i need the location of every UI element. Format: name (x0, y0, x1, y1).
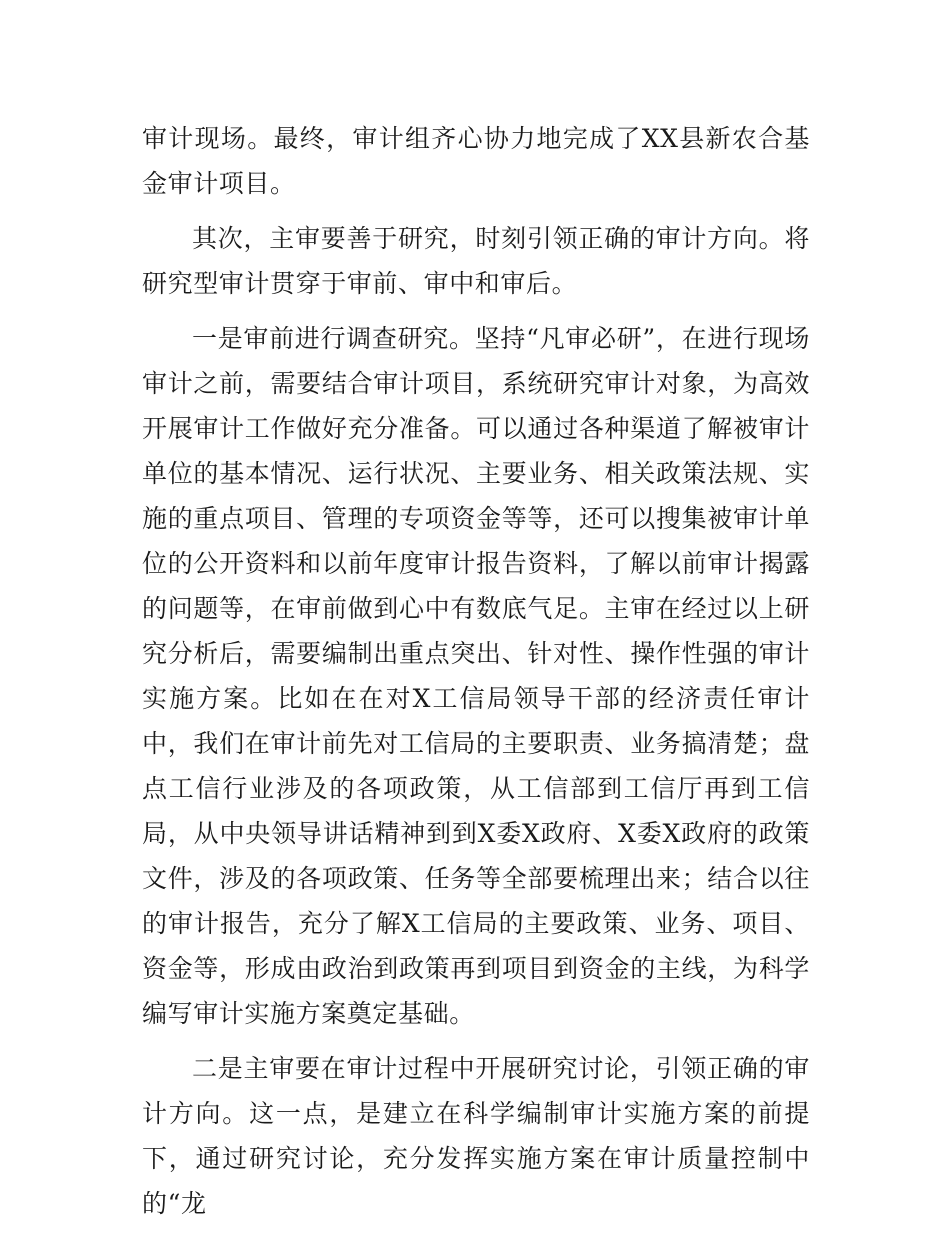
paragraph-4: 二是主审要在审计过程中开展研究讨论，引领正确的审计方向。这一点，是建立在科学编制审计实施方案的前提下，通过研究讨论，充分发挥实施方案在审计质量控制中的“龙 (142, 1054, 810, 1218)
paragraph-2: 其次，主审要善于研究，时刻引领正确的审计方向。将研究型审计贯穿于审前、审中和审后。 (142, 224, 810, 298)
paragraph-3: 一是审前进行调查研究。坚持“凡审必研”，在进行现场审计之前，需要结合审计项目，系统研究审计对象，为高效开展审计工作做好充分准备。可以通过各种渠道了解被审计单位的基本情况、运行状况、主要业务、相关政策法规、实施的重点项目、管理的专项资金等等，还可以搜集被审计单位的公开资料和以前年度审计报告资料，了解以前审计揭露的问题等，在审前做到心中有数底气足。主审在经过以上研究分析后，需要编制出重点突出、针对性、操作性强的审计实施方案。比如在在对X工信局领导干部的经济责任审计中，我们在审计前先对工信局的主要职责、业务搞清楚；盘点工信行业涉及的各项政策，从工信部到工信厅再到工信局，从中央领导讲话精神到到X委X政府、X委X政府的政策文件，涉及的各项政策、任务等全部要梳理出来；结合以往的审计报告，充分了解X工信局的主要政策、业务、项目、资金等，形成由政治到政策再到项目到资金的主线，为科学编写审计实施方案奠定基础。 (142, 324, 810, 1028)
document-body (142, 116, 810, 1236)
paragraph-1: 审计现场。最终，审计组齐心协力地完成了XX县新农合基金审计项目。 (142, 124, 810, 198)
